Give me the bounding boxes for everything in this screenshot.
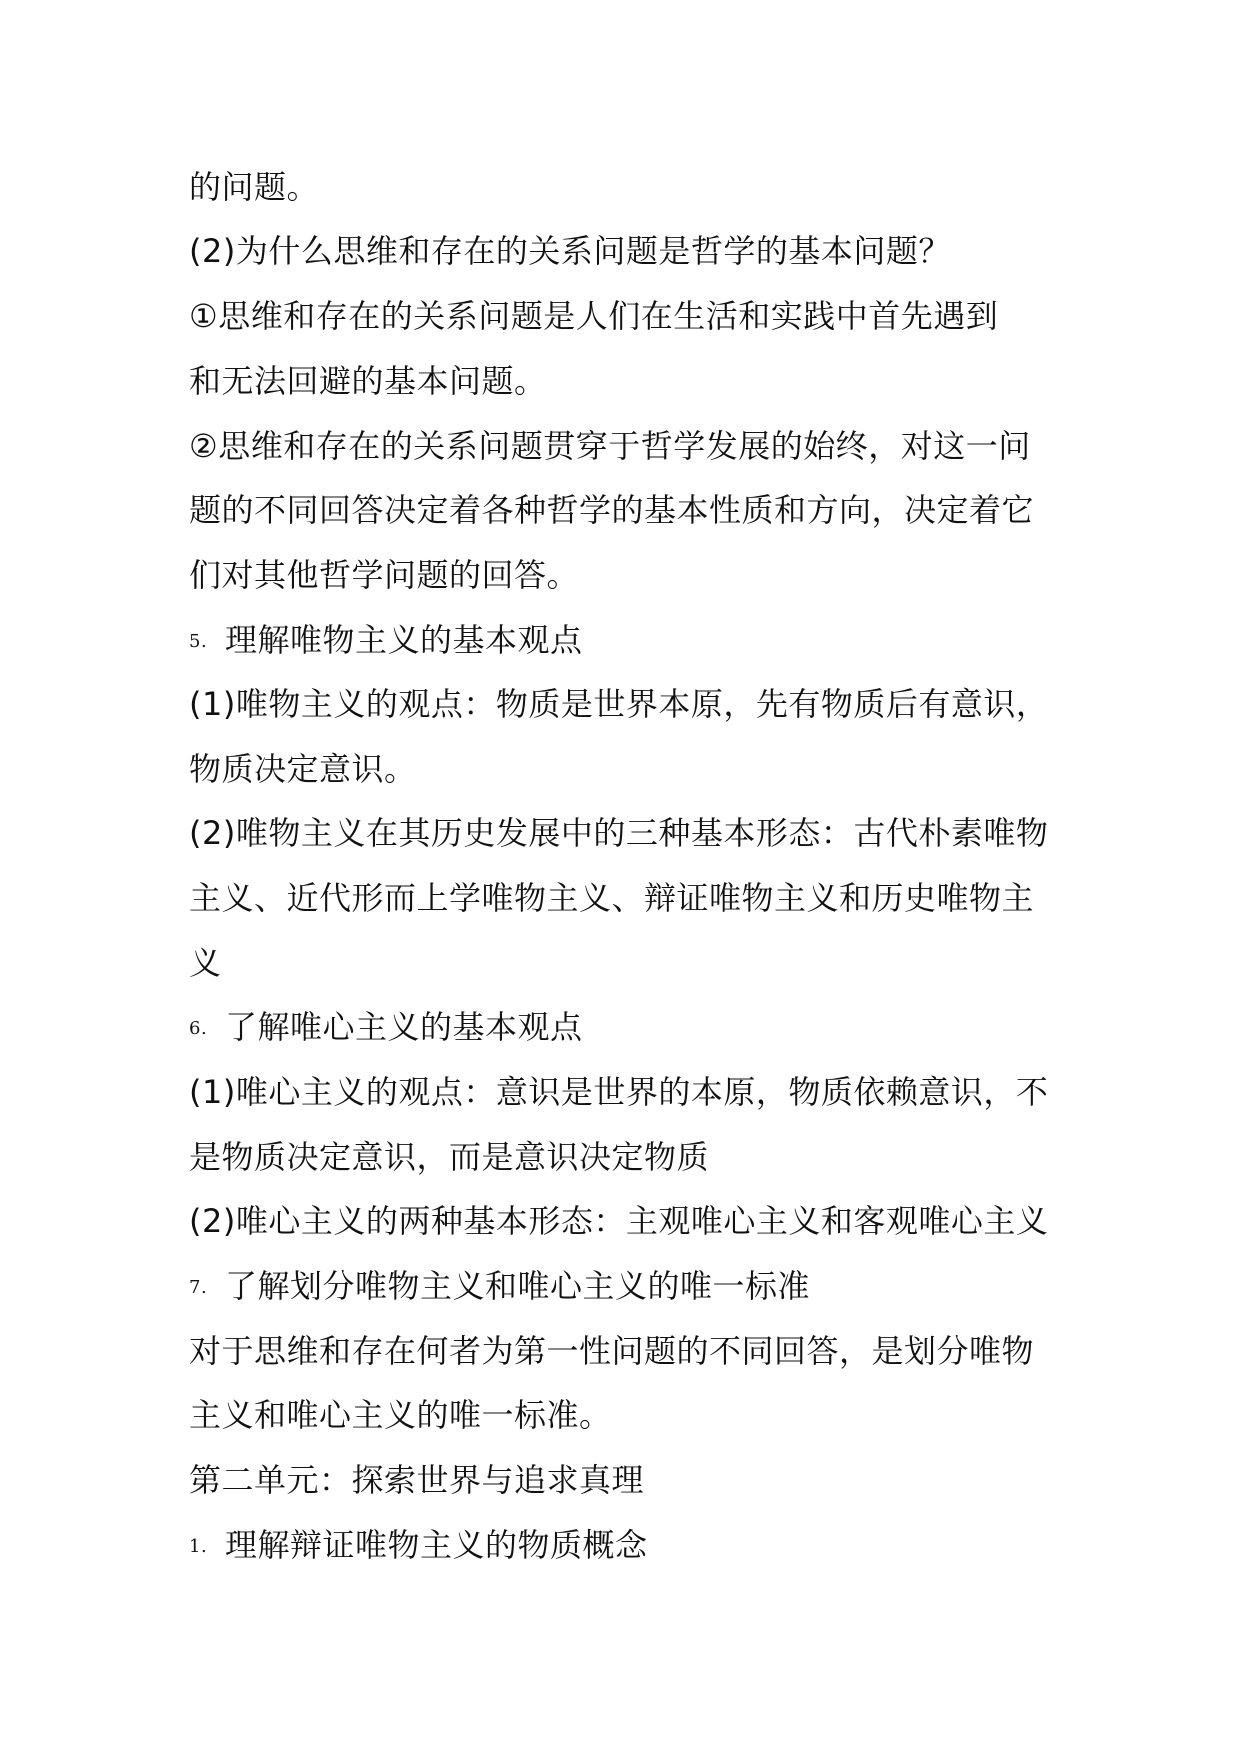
numbered-heading: 5. 理解唯物主义的基本观点	[189, 620, 1069, 662]
text-line: (1)唯心主义的观点：意识是世界的本原，物质依赖意识，不	[189, 1073, 1049, 1111]
text-line: ①思维和存在的关系问题是人们在生活和实践中首先遇到	[189, 297, 999, 335]
item-number: 6.	[189, 1018, 208, 1039]
text-line: 们对其他哲学问题的回答。	[189, 556, 580, 594]
text-line: 主义、近代形而上学唯物主义、辩证唯物主义和历史唯物主	[189, 879, 1035, 917]
numbered-heading: 6. 了解唯心主义的基本观点	[189, 1007, 1069, 1049]
text-line: 主义和唯心主义的唯一标准。	[189, 1396, 612, 1434]
text-line: (2)为什么思维和存在的关系问题是哲学的基本问题？	[189, 232, 951, 270]
item-number: 5.	[189, 631, 208, 652]
numbered-heading: 7. 了解划分唯物主义和唯心主义的唯一标准	[189, 1266, 1069, 1308]
text-line: 是物质决定意识，而是意识决定物质	[189, 1138, 710, 1176]
text-line: (2)唯物主义在其历史发展中的三种基本形态：古代朴素唯物	[189, 814, 1049, 852]
item-number: 1.	[189, 1536, 208, 1557]
section-heading: 第二单元：探索世界与追求真理	[189, 1461, 645, 1499]
text-line: 的问题。	[189, 168, 320, 206]
numbered-heading: 1. 理解辩证唯物主义的物质概念	[189, 1525, 1069, 1567]
text-line: ②思维和存在的关系问题贯穿于哲学发展的始终，对这一问	[189, 427, 1031, 465]
text-line: (1)唯物主义的观点：物质是世界本原，先有物质后有意识，	[189, 685, 1049, 723]
text-line: 对于思维和存在何者为第一性问题的不同回答，是划分唯物	[189, 1332, 1035, 1370]
text-line: 题的不同回答决定着各种哲学的基本性质和方向，决定着它	[189, 491, 1035, 529]
text-line: 物质决定意识。	[189, 750, 417, 788]
text-line: 义	[189, 944, 222, 982]
item-number: 7.	[189, 1277, 208, 1298]
text-line: (2)唯心主义的两种基本形态：主观唯心主义和客观唯心主义	[189, 1202, 1049, 1240]
text-line: 和无法回避的基本问题。	[189, 362, 547, 400]
